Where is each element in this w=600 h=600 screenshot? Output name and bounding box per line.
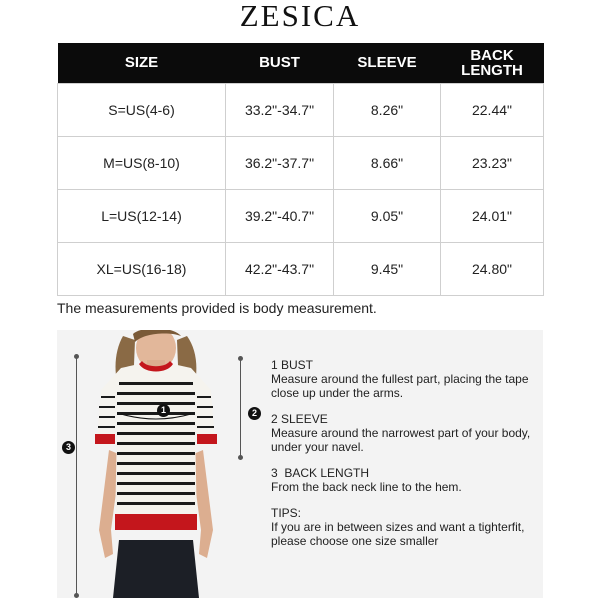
sleeve-measure-line: [240, 358, 241, 458]
cell-size: M=US(8-10): [58, 136, 226, 189]
step-bust-title: 1 BUST: [271, 358, 314, 372]
cell-size: L=US(12-14): [58, 189, 226, 242]
header-sleeve: SLEEVE: [334, 43, 441, 83]
cell-sleeve: 9.05": [334, 189, 441, 242]
step-back-length: [271, 466, 533, 494]
measurement-instructions: [271, 358, 533, 560]
tips: [271, 506, 533, 548]
marker-back-length: 3: [62, 441, 75, 454]
cell-back-length: 24.80": [441, 242, 544, 295]
step-sleeve-title: 2 SLEEVE: [271, 412, 328, 426]
table-row: [58, 242, 544, 295]
cell-sleeve: 8.66": [334, 136, 441, 189]
marker-bust: 1: [157, 404, 170, 417]
table-row: [58, 83, 544, 136]
model-wearing-striped-top: [75, 330, 237, 598]
cell-sleeve: 9.45": [334, 242, 441, 295]
cell-back-length: 24.01": [441, 189, 544, 242]
step-sleeve-text: Measure around the narrowest part of your body, under your navel.: [271, 426, 531, 454]
cell-bust: 33.2"-34.7": [226, 83, 334, 136]
measurement-guide-panel: [57, 330, 543, 598]
cell-bust: 36.2"-37.7": [226, 136, 334, 189]
table-row: [58, 136, 544, 189]
step-bust-text: Measure around the fullest part, placing the tape close up under the arms.: [271, 372, 529, 400]
step-sleeve: [271, 412, 533, 454]
cell-sleeve: 8.26": [334, 83, 441, 136]
header-bust: BUST: [226, 43, 334, 83]
tips-text: If you are in between sizes and want a tighterfit, please choose one size smaller: [271, 520, 525, 548]
step-back-length-title: 3 BACK LENGTH: [271, 466, 370, 480]
header-size: SIZE: [58, 43, 226, 83]
header-back-length-label: BACK LENGTH: [461, 46, 523, 79]
cell-bust: 39.2"-40.7": [226, 189, 334, 242]
tips-title: TIPS:: [271, 506, 302, 520]
cell-size: XL=US(16-18): [58, 242, 226, 295]
table-header-row: [58, 43, 544, 83]
cell-back-length: 22.44": [441, 83, 544, 136]
cell-back-length: 23.23": [441, 136, 544, 189]
table-row: [58, 189, 544, 242]
brand-logo: ZESICA: [239, 0, 361, 33]
cell-bust: 42.2"-43.7": [226, 242, 334, 295]
step-back-length-text: From the back neck line to the hem.: [271, 480, 462, 494]
marker-sleeve: 2: [248, 407, 261, 420]
cell-size: S=US(4-6): [58, 83, 226, 136]
size-chart-table: [57, 43, 544, 296]
measurement-note: The measurements provided is body measurement.: [57, 300, 377, 316]
header-back-length: [441, 43, 544, 83]
step-bust: [271, 358, 533, 400]
